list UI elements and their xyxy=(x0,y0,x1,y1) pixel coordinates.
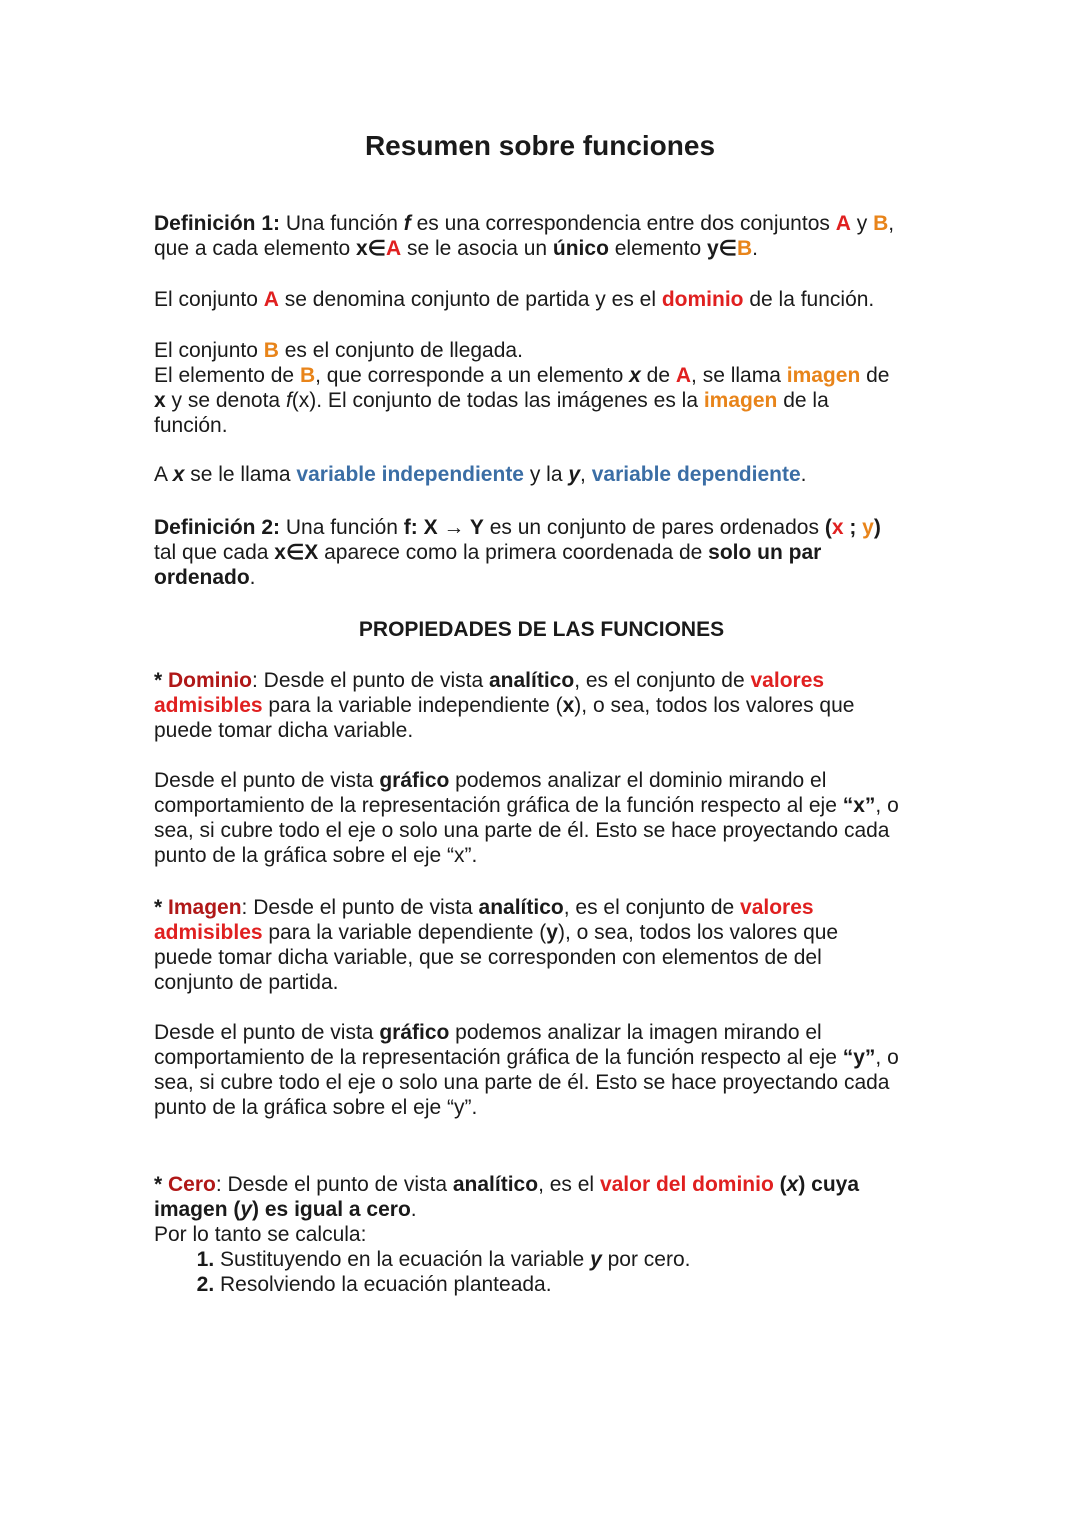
text: , xyxy=(580,463,592,486)
text: A xyxy=(263,288,279,311)
text: analítico xyxy=(452,1173,539,1196)
text: , xyxy=(888,212,895,235)
text: valores xyxy=(740,896,814,919)
text: Desde el punto de vista xyxy=(154,1021,380,1044)
text: Dominio xyxy=(168,669,253,692)
text: ordenado xyxy=(154,566,250,589)
text: imagen ( xyxy=(154,1198,241,1221)
text: Una función xyxy=(280,212,404,235)
text: , o xyxy=(875,1046,899,1069)
text: , es el conjunto de xyxy=(574,669,751,692)
text: admisibles xyxy=(154,694,263,717)
text: se le llama xyxy=(184,463,297,486)
text: A xyxy=(835,212,851,235)
text: A xyxy=(675,364,692,387)
text: y xyxy=(862,516,874,539)
text: . xyxy=(800,463,807,486)
text: que a cada elemento xyxy=(154,237,356,260)
definition-1-label: Definición 1: xyxy=(154,212,281,235)
text: valor del dominio xyxy=(599,1173,774,1196)
text: se le asocia un xyxy=(401,237,553,260)
text: y∈ xyxy=(706,237,737,260)
domain-property xyxy=(154,668,929,743)
zero-definition xyxy=(154,1172,929,1247)
text: El conjunto xyxy=(154,339,264,362)
text: único xyxy=(552,237,609,260)
text: ( xyxy=(824,516,832,539)
text: x xyxy=(154,389,166,412)
text: x xyxy=(786,1173,799,1196)
zero-property xyxy=(154,1172,929,1297)
text: A xyxy=(385,237,402,260)
text: comportamiento de la representación gráfica de la función respecto al eje xyxy=(154,1046,843,1069)
text: Desde el punto de vista xyxy=(154,769,380,792)
text: y xyxy=(568,463,581,486)
text: sea, si cubre todo el eje o solo una parte de él. Esto se hace proyectando cada xyxy=(154,1071,890,1094)
text: ) xyxy=(873,516,881,539)
text: y la xyxy=(524,463,569,486)
text: es un conjunto de pares ordenados xyxy=(483,516,825,539)
text: puede tomar dicha variable, que se corresponden con elementos de del xyxy=(154,946,822,969)
text: * xyxy=(154,669,169,692)
text: El conjunto xyxy=(154,288,264,311)
text: por cero. xyxy=(601,1248,691,1271)
text: es el conjunto de llegada. xyxy=(278,339,523,362)
text: ) es igual a cero xyxy=(252,1198,411,1221)
text: ; xyxy=(843,516,863,539)
text: punto de la gráfica sobre el eje “x”. xyxy=(154,844,478,867)
text: , se llama xyxy=(691,364,787,387)
text: x xyxy=(831,516,844,539)
text: . xyxy=(752,237,758,260)
text: ( xyxy=(773,1173,787,1196)
definition-2-label: Definición 2: xyxy=(154,516,281,539)
text: elemento xyxy=(608,237,707,260)
text: B xyxy=(873,212,889,235)
image-property xyxy=(154,895,929,995)
text: , que corresponde a un elemento xyxy=(315,364,630,387)
domain-paragraph xyxy=(154,287,929,312)
text: El elemento de xyxy=(154,364,300,387)
text: y se denota xyxy=(165,389,286,412)
text: , o xyxy=(875,794,899,817)
text: tal que cada xyxy=(154,541,275,564)
text: Sustituyendo en la ecuación la variable xyxy=(220,1248,591,1271)
text: : Desde el punto de vista xyxy=(252,669,489,692)
list-item xyxy=(220,1247,929,1272)
text: Resolviendo la ecuación planteada. xyxy=(220,1273,552,1296)
text: analítico xyxy=(478,896,564,919)
text: conjunto de partida. xyxy=(154,971,339,994)
text: x∈X xyxy=(274,541,319,564)
text: B xyxy=(299,364,316,387)
definition-1 xyxy=(154,211,929,261)
text: x xyxy=(629,364,641,387)
text: B xyxy=(263,339,279,362)
text: f: X → Y xyxy=(403,516,484,539)
text: A xyxy=(154,463,173,486)
text: imagen xyxy=(703,389,778,412)
text: . xyxy=(410,1198,417,1221)
text: de xyxy=(640,364,676,387)
text: sea, si cubre todo el eje o solo una parte de él. Esto se hace proyectando cada xyxy=(154,819,890,842)
definition-2 xyxy=(154,515,929,590)
text: comportamiento de la representación gráfica de la función respecto al eje xyxy=(154,794,843,817)
text: para la variable independiente ( xyxy=(262,694,563,717)
text: , es el xyxy=(538,1173,600,1196)
text: x∈ xyxy=(355,237,386,260)
text: y xyxy=(590,1248,602,1271)
text: gráfico xyxy=(379,769,450,792)
text: podemos analizar el dominio mirando el xyxy=(449,769,827,792)
text: x xyxy=(562,694,575,717)
text: y xyxy=(546,921,558,944)
text: x xyxy=(172,463,185,486)
text: punto de la gráfica sobre el eje “y”. xyxy=(154,1096,478,1119)
text: de xyxy=(860,364,890,387)
variables-paragraph xyxy=(154,462,929,487)
text: * xyxy=(154,896,169,919)
text: variable dependiente xyxy=(591,463,801,486)
text: ), o sea, todos los valores que xyxy=(574,694,855,717)
text: aparece como la primera coordenada de xyxy=(318,541,709,564)
text: . xyxy=(249,566,256,589)
text: variable independiente xyxy=(296,463,524,486)
text: se denomina conjunto de partida y es el xyxy=(278,288,662,311)
text: puede tomar dicha variable. xyxy=(154,719,414,742)
text: podemos analizar la imagen mirando el xyxy=(449,1021,822,1044)
text: valores xyxy=(750,669,825,692)
properties-heading: PROPIEDADES DE LAS FUNCIONES xyxy=(358,618,725,641)
text: “y” xyxy=(842,1046,876,1069)
text: analítico xyxy=(489,669,575,692)
text: Una función xyxy=(280,516,404,539)
text: solo un par xyxy=(708,541,822,564)
text: admisibles xyxy=(154,921,263,944)
text: , es el conjunto de xyxy=(563,896,741,919)
text: f xyxy=(285,389,292,412)
text: Imagen xyxy=(168,896,242,919)
text: función. xyxy=(154,414,228,437)
text: ), o sea, todos los valores que xyxy=(557,921,839,944)
text: y xyxy=(850,212,874,235)
domain-graphic-paragraph xyxy=(154,768,929,868)
codomain-paragraph xyxy=(154,338,929,438)
text: para la variable dependiente ( xyxy=(262,921,547,944)
text: y xyxy=(240,1198,253,1221)
text: de la xyxy=(777,389,829,412)
text: dominio xyxy=(661,288,744,311)
page-title: Resumen sobre funciones xyxy=(364,130,716,161)
text: Cero xyxy=(168,1173,216,1196)
image-graphic-paragraph xyxy=(154,1020,929,1120)
text: gráfico xyxy=(379,1021,450,1044)
text: (x). El conjunto de todas las imágenes es la xyxy=(291,389,704,412)
text: imagen xyxy=(786,364,861,387)
text: es una correspondencia entre dos conjuntos xyxy=(410,212,836,235)
text: : Desde el punto de vista xyxy=(215,1173,453,1196)
text: ) cuya xyxy=(798,1173,860,1196)
text: “x” xyxy=(842,794,876,817)
text: Por lo tanto se calcula: xyxy=(154,1223,367,1246)
text: : Desde el punto de vista xyxy=(241,896,479,919)
text: de la función. xyxy=(743,288,875,311)
zero-steps-list xyxy=(154,1247,929,1297)
text: * xyxy=(154,1173,169,1196)
text: f xyxy=(403,212,411,235)
text: B xyxy=(736,237,753,260)
list-item xyxy=(220,1272,929,1297)
